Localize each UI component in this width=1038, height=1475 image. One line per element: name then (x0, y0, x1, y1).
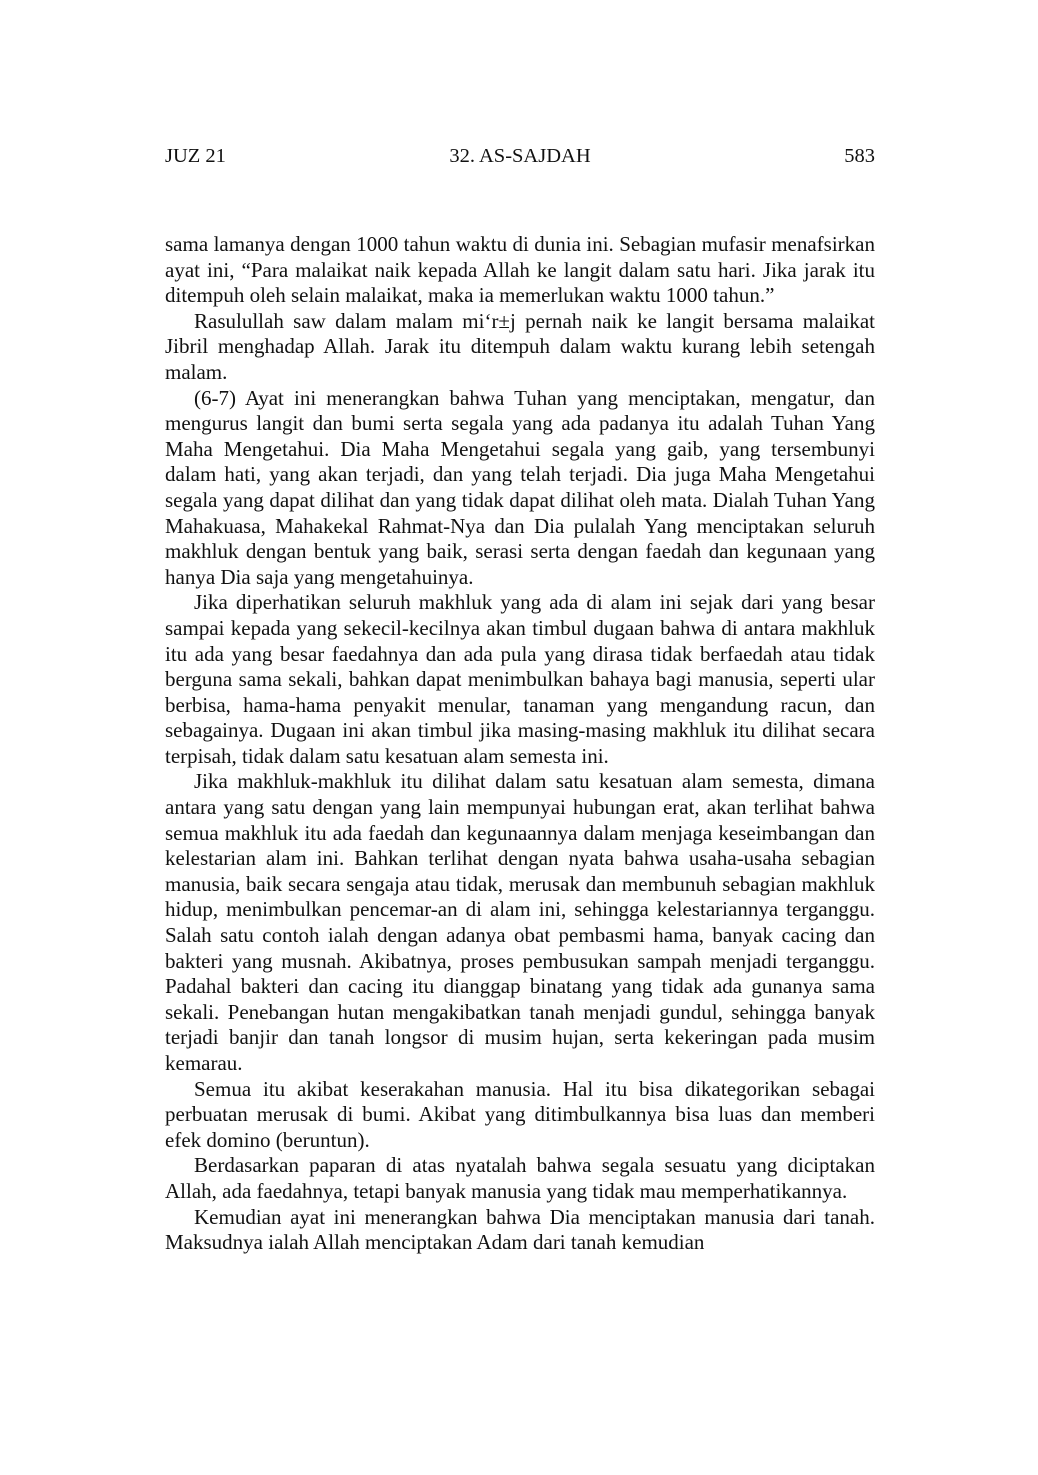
paragraph-creatures-unity: Jika makhluk-makhluk itu dilihat dalam satu kesatuan alam semesta, dimana antara yang satu dengan yang lain mempunyai hubungan erat, akan terlihat bahwa semua makhluk itu ada faedah dan kegunaannya dalam menjaga keseimbangan dan kelestarian alam ini. Bahkan terlihat dengan nyata bahwa usaha-usaha sebagian manusia, baik secara sengaja atau tidak, merusak dan membunuh sebagian makhluk hidup, menimbulkan pencemar-an di alam ini, sehingga kelestariannya terganggu. Salah satu contoh ialah dengan adanya obat pembasmi hama, banyak cacing dan bakteri yang musnah. Akibatnya, proses pembusukan sampah menjadi terganggu. Padahal bakteri dan cacing itu dianggap binatang yang tidak ada gunanya sama sekali. Penebangan hutan mengakibatkan tanah menjadi gundul, sehingga banyak terjadi banjir dan tanah longsor di musim hujan, serta kekeringan pada musim kemarau. (165, 769, 875, 1075)
paragraph-conclusion: Berdasarkan paparan di atas nyatalah bahwa segala sesuatu yang diciptakan Allah, ada faedahnya, tetapi banyak manusia yang tidak mau memperhatikannya. (165, 1153, 875, 1203)
body-text (165, 232, 875, 1256)
running-header (165, 145, 875, 175)
page-number: 583 (844, 145, 875, 167)
paragraph-verse-6-7: (6-7) Ayat ini menerangkan bahwa Tuhan yang menciptakan, mengatur, dan mengurus langit dan bumi serta segala yang ada padanya itu adalah Tuhan Yang Maha Mengetahui. Dia Maha Mengetahui segala yang gaib, yang tersembunyi dalam hati, yang akan terjadi, dan yang telah terjadi. Dia juga Maha Mengetahui segala yang dapat dilihat dan yang tidak dapat dilihat oleh mata. Dialah Tuhan Yang Mahakuasa, Mahakekal Rahmat-Nya dan Dia pulalah Yang menciptakan seluruh makhluk dengan bentuk yang baik, serasi serta dengan faedah dan kegunaan yang hanya Dia saja yang mengetahuinya. (165, 385, 875, 589)
paragraph-creatures-separate: Jika diperhatikan seluruh makhluk yang ada di alam ini sejak dari yang besar sampai kepada yang sekecil-kecilnya akan timbul dugaan bahwa di antara makhluk itu ada yang besar faedahnya dan ada pula yang dirasa tidak berfaedah atau tidak berguna sama sekali, bahkan dapat menimbulkan bahaya bagi manusia, seperti ular berbisa, hama-hama penyakit menular, tanaman yang mengandung racun, dan sebagainya. Dugaan ini akan timbul jika masing-masing makhluk itu dilihat secara terpisah, tidak dalam satu kesatuan alam semesta ini. (165, 590, 875, 768)
paragraph-greed: Semua itu akibat keserakahan manusia. Hal itu bisa dikategorikan sebagai perbuatan merusak di bumi. Akibat yang ditimbulkannya bisa luas dan memberi efek domino (beruntun). (165, 1076, 875, 1152)
paragraph-creation-from-clay: Kemudian ayat ini menerangkan bahwa Dia menciptakan manusia dari tanah. Maksudnya ialah Allah menciptakan Adam dari tanah kemudian (165, 1204, 875, 1255)
paragraph-continuation: sama lamanya dengan 1000 tahun waktu di dunia ini. Sebagian mufasir menafsirkan ayat ini, “Para malaikat naik kepada Allah ke langit dalam satu hari. Jika jarak itu ditempuh oleh selain malaikat, maka ia memerlukan waktu 1000 tahun.” (165, 232, 875, 308)
juz-label: JUZ 21 (165, 145, 226, 167)
surah-title: 32. AS-SAJDAH (449, 145, 591, 167)
paragraph-miraj: Rasulullah saw dalam malam mi‘r±j pernah naik ke langit bersama malaikat Jibril menghadap Allah. Jarak itu ditempuh dalam waktu kurang lebih setengah malam. (165, 308, 875, 384)
